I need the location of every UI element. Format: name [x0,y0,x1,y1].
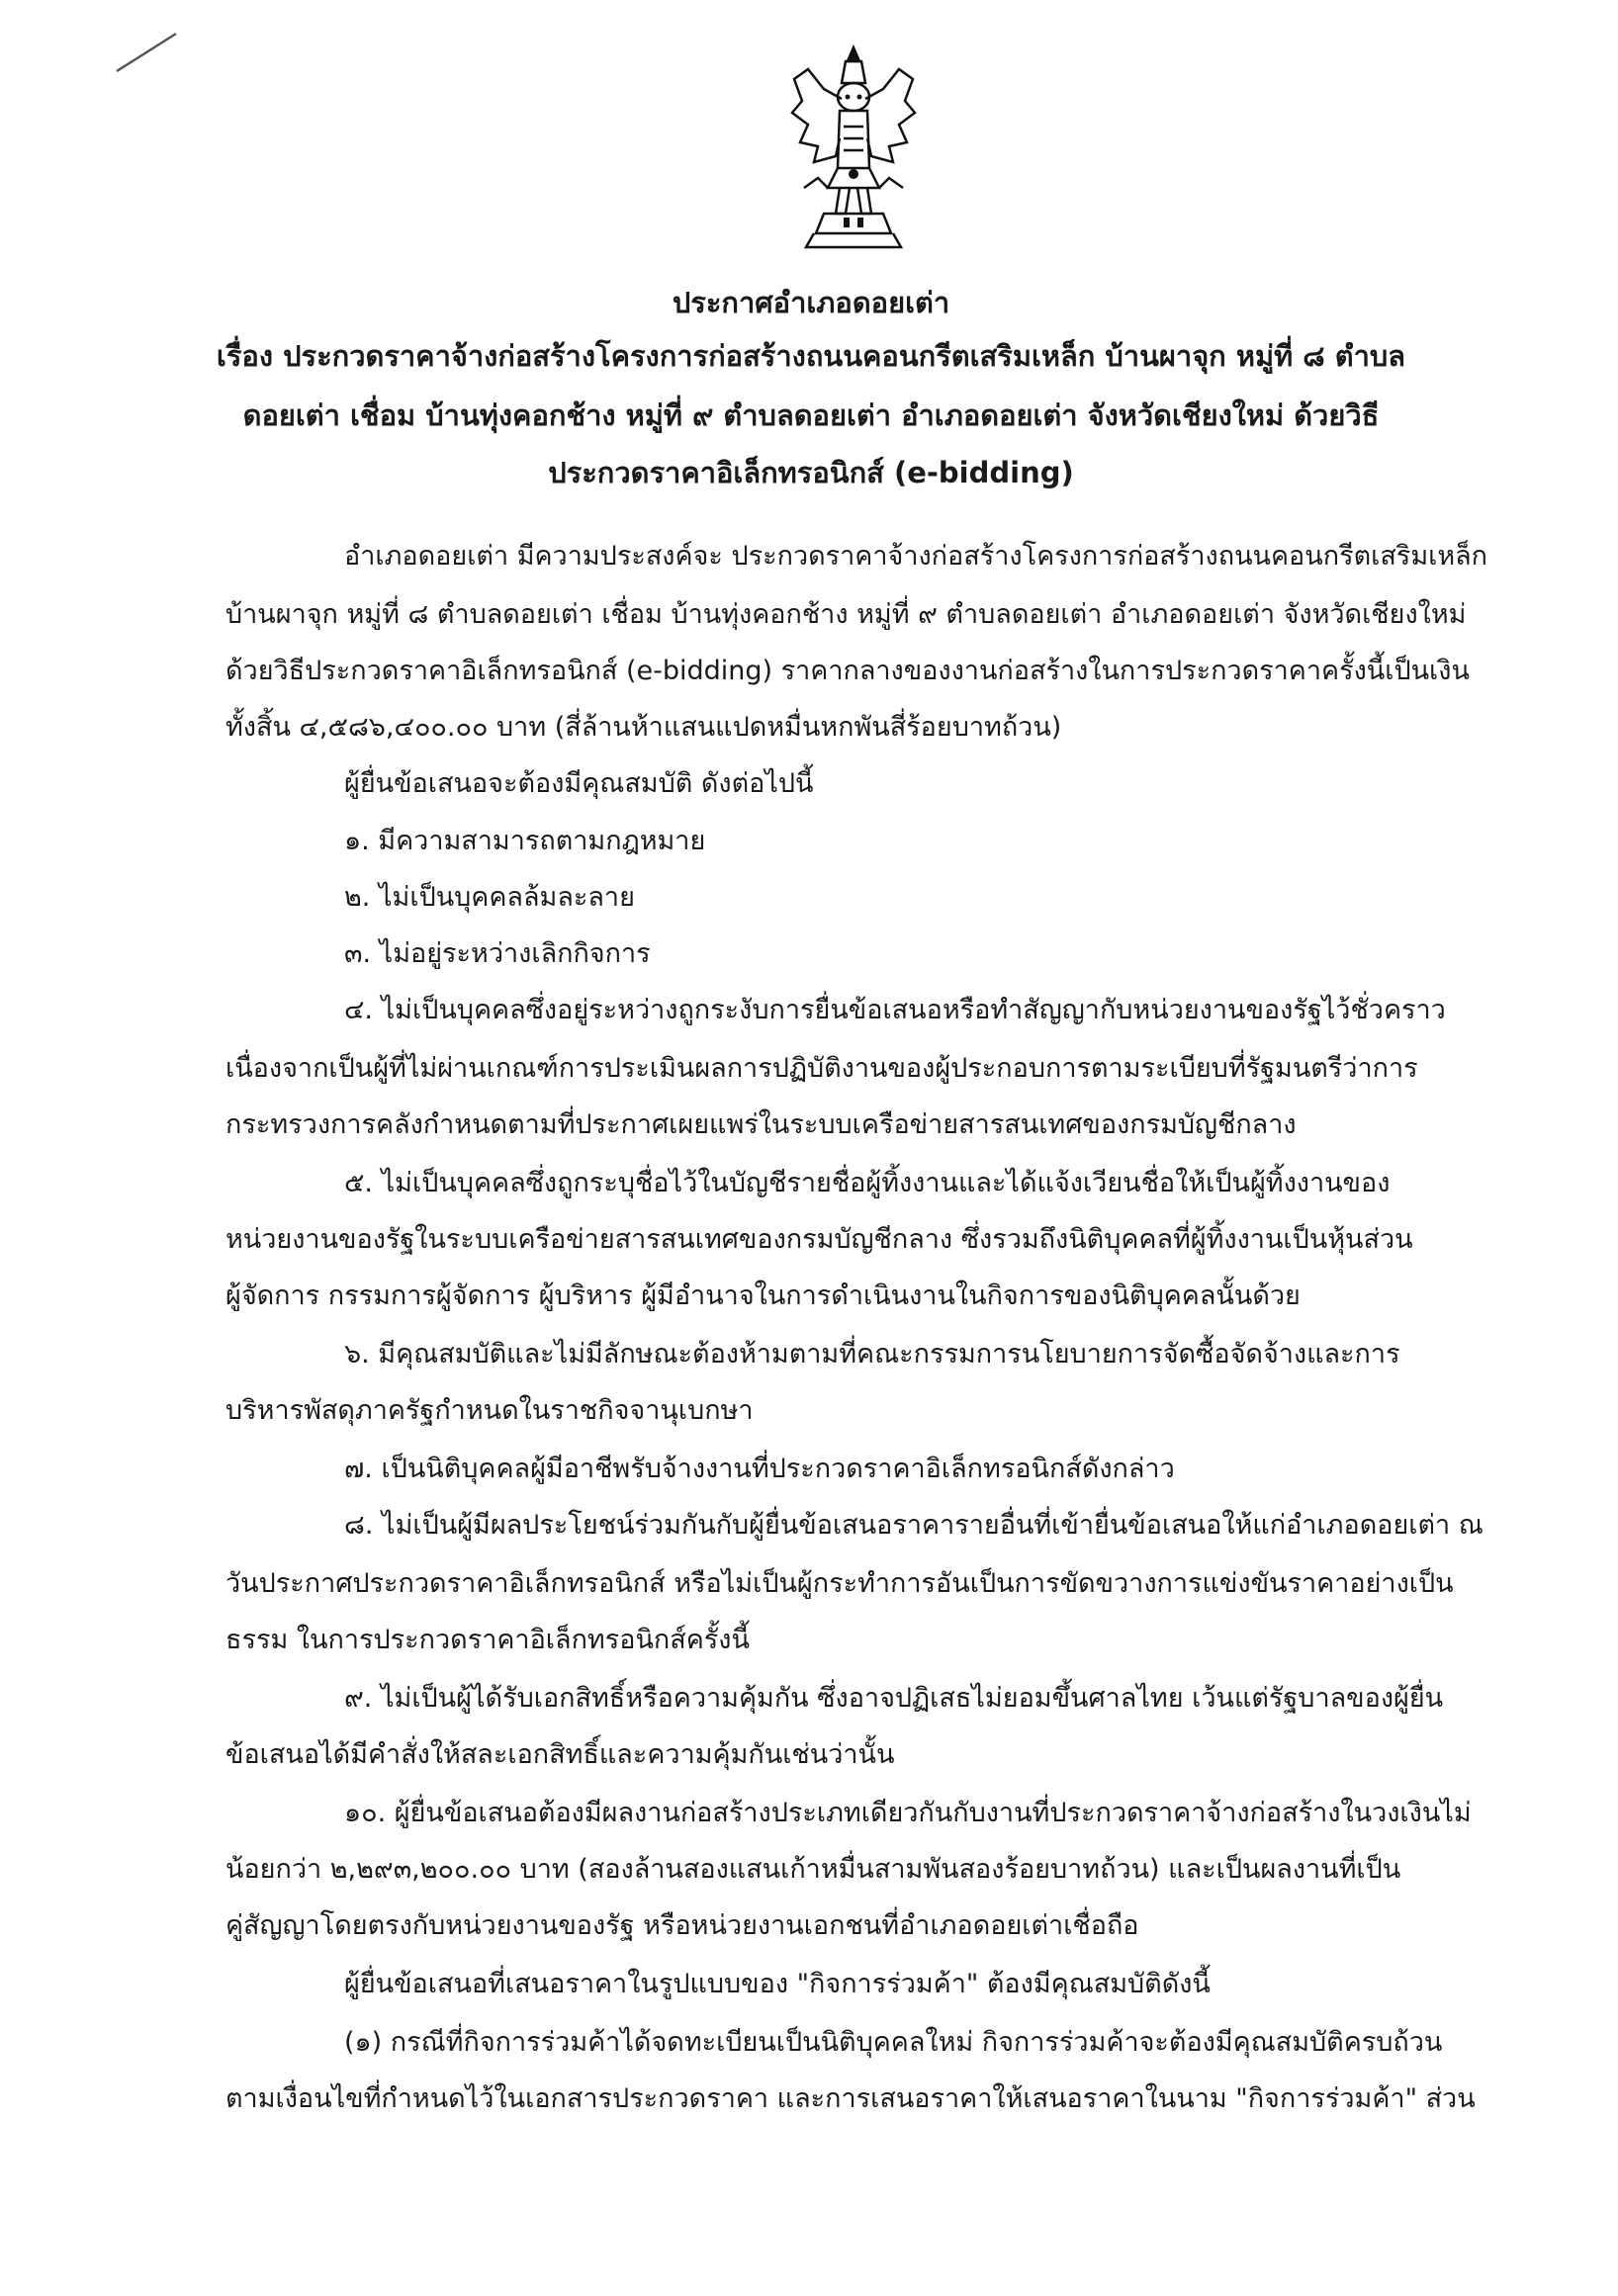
body-line: คู่สัญญาโดยตรงกับหน่วยงานของรัฐ หรือหน่วยงานเอกชนที่อำเภอดอยเต่าเชื่อถือ [225,1910,1139,1941]
body-line: หน่วยงานของรัฐในระบบเครือข่ายสารสนเทศของกรมบัญชีกลาง ซึ่งรวมถึงนิติบุคคลที่ผู้ทิ้งงานเป็นหุ้นส่วน [225,1224,1413,1255]
body-line: กระทรวงการคลังกำหนดตามที่ประกาศเผยแพร่ในระบบเครือข่ายสารสนเทศของกรมบัญชีกลาง [225,1109,1297,1140]
body-line: อำเภอดอยเต่า มีความประสงค์จะ ประกวดราคาจ้างก่อสร้างโครงการก่อสร้างถนนคอนกรีตเสริมเหล็ก [344,541,1488,572]
body-line: บ้านผาจุก หมู่ที่ ๘ ตำบลดอยเต่า เชื่อม บ้านทุ่งคอกช้าง หมู่ที่ ๙ ตำบลดอยเต่า อำเภอดอยเต่า จังหวัดเชียงใหม่ [225,599,1467,630]
subject-line: ดอยเต่า เชื่อม บ้านทุ่งคอกช้าง หมู่ที่ ๙ ตำบลดอยเต่า อำเภอดอยเต่า จังหวัดเชียงใหม่ ด้วยวิธี [242,398,1380,432]
body-line: บริหารพัสดุภาครัฐกำหนดในราชกิจจานุเบกษา [225,1395,754,1426]
body-line: ทั้งสิ้น ๔,๕๘๖,๔๐๐.๐๐ บาท (สี่ล้านห้าแสนแปดหมื่นหกพันสี่ร้อยบาทถ้วน) [225,712,1062,743]
body-line: ๙. ไม่เป็นผู้ได้รับเอกสิทธิ์หรือความคุ้มกัน ซึ่งอาจปฏิเสธไม่ยอมขึ้นศาลไทย เว้นแต่รัฐบาลของผู้ยื่น [344,1683,1444,1714]
subject-line: ประกวดราคาอิเล็กทรอนิกส์ (e-bidding) [548,456,1074,489]
body-line: ๓. ไม่อยู่ระหว่างเลิกกิจการ [344,938,651,969]
body-line: ข้อเสนอได้มีคำสั่งให้สละเอกสิทธิ์และความคุ้มกันเช่นว่านั้น [225,1739,895,1770]
body-line: ๑๐. ผู้ยื่นข้อเสนอต้องมีผลงานก่อสร้างประเภทเดียวกันกับงานที่ประกวดราคาจ้างก่อสร้างในวงเงินไม่ [344,1798,1472,1828]
body-line: เนื่องจากเป็นผู้ที่ไม่ผ่านเกณฑ์การประเมินผลการปฏิบัติงานของผู้ประกอบการตามระเบียบที่รัฐมนตรีว่าการ [225,1053,1418,1084]
body-line: ๒. ไม่เป็นบุคคลล้มละลาย [344,882,635,913]
body-line: ๗. เป็นนิติบุคคลผู้มีอาชีพรับจ้างงานที่ประกวดราคาอิเล็กทรอนิกส์ดังกล่าว [344,1454,1175,1484]
body-line: ๑. มีความสามารถตามกฎหมาย [344,826,706,856]
body-line: ธรรม ในการประกวดราคาอิเล็กทรอนิกส์ครั้งนี้ [225,1625,750,1655]
body-line: ผู้ยื่นข้อเสนอที่เสนอราคาในรูปแบบของ "กิจการร่วมค้า" ต้องมีคุณสมบัติดังนี้ [344,1969,1211,1999]
body-line: ๕. ไม่เป็นบุคคลซึ่งถูกระบุชื่อไว้ในบัญชีรายชื่อผู้ทิ้งงานและได้แจ้งเวียนชื่อให้เป็นผู้ทิ้งงานของ [344,1168,1391,1198]
subject-line: เรื่อง ประกวดราคาจ้างก่อสร้างโครงการก่อสร้างถนนคอนกรีตเสริมเหล็ก บ้านผาจุก หมู่ที่ ๘ ตำบล [216,339,1406,373]
body-line: ผู้ยื่นข้อเสนอจะต้องมีคุณสมบัติ ดังต่อไปนี้ [344,768,814,799]
body-line: น้อยกว่า ๒,๒๙๓,๒๐๐.๐๐ บาท (สองล้านสองแสนเก้าหมื่นสามพันสองร้อยบาทถ้วน) และเป็นผลงานที่เป็น [225,1854,1401,1885]
body-line: ๖. มีคุณสมบัติและไม่มีลักษณะต้องห้ามตามที่คณะกรรมการนโยบายการจัดซื้อจัดจ้างและการ [344,1339,1400,1369]
body-line: วันประกาศประกวดราคาอิเล็กทรอนิกส์ หรือไม่เป็นผู้กระทำการอันเป็นการขัดขวางการแข่งขันราคาอย่างเป็น [225,1568,1454,1599]
document-title: ประกาศอำเภอดอยเต่า [672,286,950,319]
pen-stroke-mark [0,0,198,79]
body-line: ผู้จัดการ กรรมการผู้จัดการ ผู้บริหาร ผู้มีอำนาจในการดำเนินงานในกิจการของนิติบุคคลนั้นด้วย [225,1280,1301,1311]
body-line: ๔. ไม่เป็นบุคคลซึ่งอยู่ระหว่างถูกระงับการยื่นข้อเสนอหรือทำสัญญากับหน่วยงานของรัฐไว้ชั่วคราว [344,995,1446,1025]
body-line: ตามเงื่อนไขที่กำหนดไว้ในเอกสารประกวดราคา และการเสนอราคาให้เสนอราคาในนาม "กิจการร่วมค้า" ส่วน [225,2083,1476,2114]
body-line: (๑) กรณีที่กิจการร่วมค้าได้จดทะเบียนเป็นนิติบุคคลใหม่ กิจการร่วมค้าจะต้องมีคุณสมบัติครบถ้วน [344,2027,1443,2058]
body-line: ด้วยวิธีประกวดราคาอิเล็กทรอนิกส์ (e-bidding) ราคากลางของงานก่อสร้างในการประกวดราคาครั้งนี้เป็นเงิน [225,656,1470,686]
garuda-emblem-icon [784,40,923,262]
body-line: ๘. ไม่เป็นผู้มีผลประโยชน์ร่วมกันกับผู้ยื่นข้อเสนอราคารายอื่นที่เข้ายื่นข้อเสนอให้แก่อำเภอดอยเต่า ณ [344,1510,1483,1541]
